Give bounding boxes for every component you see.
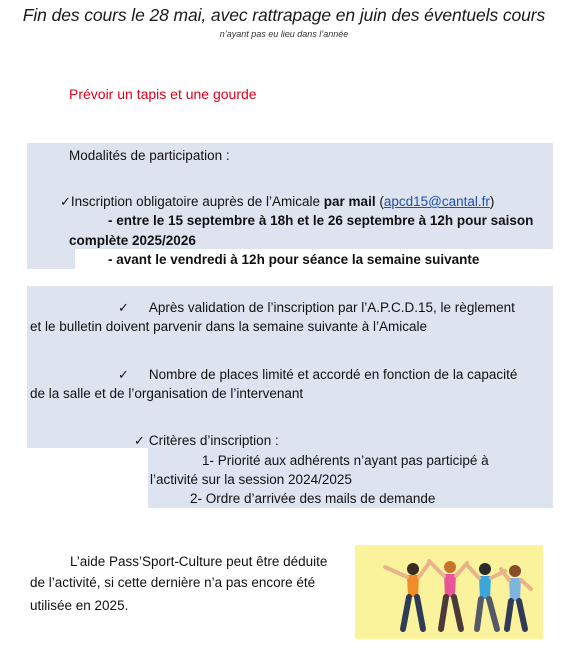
paren-open: ( [375,194,384,209]
exercising-figure-1 [385,563,429,629]
email-link[interactable]: apcd15@cantal.fr [383,194,490,209]
aide-line-3: utilisée en 2025. [30,598,129,613]
page-title: Fin des cours le 28 mai, avec rattrapage en juin des éventuels cours [22,5,546,25]
criteres-heading [134,432,279,450]
inscription-line [60,193,494,211]
places-line-2: de la salle et de l’organisation de l’intervenant [30,386,304,401]
modalites-heading: Modalités de participation : [69,148,230,163]
critere-2: 2- Ordre d’arrivée des mails de demande [190,491,436,506]
paren-close: ) [489,194,495,209]
check-icon: ✓ [118,300,129,315]
criteres-heading-text: Critères d’inscription : [148,433,279,448]
exercising-figure-2 [429,561,467,629]
validation-text: Après validation de l’inscription par l’A.P.C.D.15, le règlement [148,300,515,315]
inscription-period-line: - entre le 15 septembre à 18h et le 26 septembre à 12h pour saison [108,213,534,228]
inscription-method: par mail [323,194,376,209]
fitness-illustration [355,545,543,639]
places-line-1 [118,366,517,384]
women-exercising-illustration [355,545,543,639]
inscription-weekly-line: - avant le vendredi à 12h pour séance la semaine suivante [108,252,480,267]
check-icon: ✓ [118,367,129,382]
check-icon: ✓ [134,433,145,448]
aide-line-1: L’aide Pass’Sport-Culture peut être déduite [70,554,328,569]
equipment-note: Prévoir un tapis et une gourde [69,86,257,102]
page-subtitle: n’ayant pas eu lieu dans l’année [219,29,349,39]
validation-line-2: et le bulletin doivent parvenir dans la semaine suivante à l’Amicale [30,319,427,334]
validation-line-1 [118,299,515,317]
modalites-panel-lower-left [27,249,75,269]
inscription-period-line-2: complète 2025/2026 [69,233,196,248]
places-text: Nombre de places limité et accordé en fonction de la capacité [148,367,518,382]
critere-1-line-2: l’activité sur la session 2024/2025 [150,472,352,487]
aide-line-2: de l’activité, si cette dernière n’a pas encore été [30,575,316,590]
inscription-prefix: Inscription obligatoire auprès de l’Amicale [70,194,324,209]
critere-1-line-1: 1- Priorité aux adhérents n’ayant pas participé à [202,453,489,468]
check-icon: ✓ [60,194,71,209]
exercising-figure-4 [501,565,531,629]
exercising-figure-3 [467,563,505,629]
